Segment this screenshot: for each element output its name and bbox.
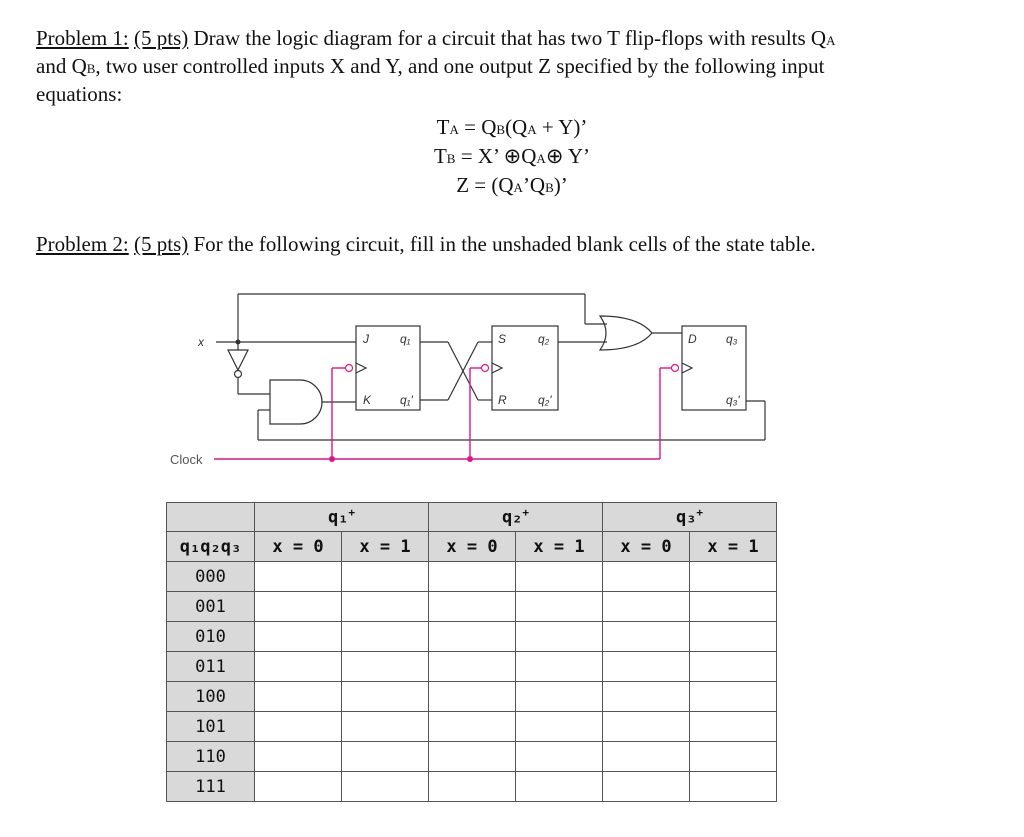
problem1-line1 [36, 24, 835, 55]
state-cell: 010 [167, 622, 255, 652]
next-state-cell[interactable] [255, 772, 342, 802]
next-state-cell[interactable] [255, 622, 342, 652]
next-state-cell[interactable] [342, 742, 429, 772]
next-state-cell[interactable] [603, 592, 690, 622]
next-state-cell[interactable] [516, 712, 603, 742]
state-cell: 001 [167, 592, 255, 622]
x-header: x = 1 [690, 532, 777, 562]
next-state-cell[interactable] [342, 622, 429, 652]
next-state-cell[interactable] [516, 562, 603, 592]
ff1-qp-label: q₁' [400, 393, 413, 407]
next-state-cell[interactable] [429, 622, 516, 652]
problem2-text: For the following circuit, fill in the unshaded blank cells of the state table. [188, 232, 816, 256]
ff2-r-label: R [498, 393, 507, 407]
next-state-cell[interactable] [342, 682, 429, 712]
next-state-cell[interactable] [690, 622, 777, 652]
next-state-cell[interactable] [603, 772, 690, 802]
next-state-cell[interactable] [429, 592, 516, 622]
next-state-cell[interactable] [690, 742, 777, 772]
next-state-cell[interactable] [255, 742, 342, 772]
next-state-cell[interactable] [255, 712, 342, 742]
next-state-cell[interactable] [429, 682, 516, 712]
x-header: x = 0 [603, 532, 690, 562]
next-state-cell[interactable] [429, 712, 516, 742]
table-row [167, 742, 777, 772]
state-cell: 101 [167, 712, 255, 742]
ff1-j-label: J [363, 332, 369, 346]
qa-subscript: A [826, 33, 836, 48]
next-state-cell[interactable] [603, 742, 690, 772]
ff2-qp-label: q₂' [538, 393, 552, 407]
next-state-cell[interactable] [516, 652, 603, 682]
problem2-title: Problem 2: [36, 232, 129, 256]
next-state-cell[interactable] [603, 562, 690, 592]
table-corner [167, 503, 255, 532]
next-state-cell[interactable] [690, 772, 777, 802]
next-state-cell[interactable] [429, 742, 516, 772]
next-state-cell[interactable] [342, 652, 429, 682]
next-state-cell[interactable] [603, 682, 690, 712]
table-row [167, 772, 777, 802]
table-row [167, 652, 777, 682]
state-table [166, 502, 777, 802]
next-state-cell[interactable] [342, 772, 429, 802]
next-state-cell[interactable] [603, 652, 690, 682]
state-cell: 111 [167, 772, 255, 802]
table-row [167, 562, 777, 592]
equation-tb: TB = X’ ⊕QA⊕ Y’ [433, 144, 591, 168]
next-state-cell[interactable] [255, 652, 342, 682]
next-state-cell[interactable] [516, 622, 603, 652]
next-state-cell[interactable] [603, 622, 690, 652]
next-state-cell[interactable] [690, 652, 777, 682]
ff3-q-label: q₃ [726, 332, 738, 346]
state-cell: 100 [167, 682, 255, 712]
equation-ta: TA = QB(QA + Y)’ [436, 115, 588, 139]
problem1-title: Problem 1: [36, 26, 129, 50]
next-state-cell[interactable] [429, 652, 516, 682]
ff3-qp-label: q₃' [726, 393, 740, 407]
next-state-cell[interactable] [429, 562, 516, 592]
or-gate [600, 316, 652, 350]
inverter-gate [228, 350, 248, 370]
table-row [167, 622, 777, 652]
group-header-q1: q₁+ [255, 503, 429, 532]
table-row [167, 682, 777, 712]
problem1-line2 [36, 52, 824, 83]
state-header: q₁q₂q₃ [167, 532, 255, 562]
problem1-text2a: and Q [36, 54, 87, 78]
next-state-cell[interactable] [516, 772, 603, 802]
next-state-cell[interactable] [603, 712, 690, 742]
problem1-points: (5 pts) [134, 26, 189, 50]
next-state-cell[interactable] [690, 682, 777, 712]
input-x-label: x [198, 335, 204, 349]
next-state-cell[interactable] [255, 592, 342, 622]
next-state-cell[interactable] [690, 592, 777, 622]
ff2-q-label: q₂ [538, 332, 550, 346]
ff1-q-label: q₁ [400, 332, 411, 346]
next-state-cell[interactable] [516, 592, 603, 622]
next-state-cell[interactable] [429, 772, 516, 802]
x-header: x = 0 [255, 532, 342, 562]
next-state-cell[interactable] [690, 712, 777, 742]
clock-wires [214, 368, 672, 459]
problem1-text1: Draw the logic diagram for a circuit that has two T flip-flops with results Q [188, 26, 827, 50]
ff2-s-label: S [498, 332, 507, 346]
x-header: x = 1 [516, 532, 603, 562]
group-header-q3: q₃+ [603, 503, 777, 532]
next-state-cell[interactable] [516, 682, 603, 712]
and-gate [270, 380, 322, 424]
ff3-d-label: D [688, 332, 697, 346]
problem1-text2b: , two user controlled inputs X and Y, and one output Z specified by the following input [95, 54, 825, 78]
state-cell: 011 [167, 652, 255, 682]
problem2-line [36, 230, 816, 258]
next-state-cell[interactable] [516, 742, 603, 772]
x-header: x = 0 [429, 532, 516, 562]
next-state-cell[interactable] [690, 562, 777, 592]
problem2-points: (5 pts) [134, 232, 189, 256]
clock-label: Clock [170, 452, 203, 467]
group-header-q2: q₂+ [429, 503, 603, 532]
next-state-cell[interactable] [255, 562, 342, 592]
ff1-k-label: K [363, 393, 372, 407]
equation-z: Z = (QA’QB)’ [456, 173, 568, 197]
next-state-cell[interactable] [342, 562, 429, 592]
qb-subscript: B [86, 61, 96, 76]
table-row [167, 712, 777, 742]
next-state-cell[interactable] [342, 712, 429, 742]
state-cell: 110 [167, 742, 255, 772]
circuit-diagram [160, 282, 780, 472]
next-state-cell[interactable] [342, 592, 429, 622]
table-row [167, 592, 777, 622]
x-header: x = 1 [342, 532, 429, 562]
state-cell: 000 [167, 562, 255, 592]
problem1-line3: equations: [36, 82, 123, 106]
next-state-cell[interactable] [255, 682, 342, 712]
